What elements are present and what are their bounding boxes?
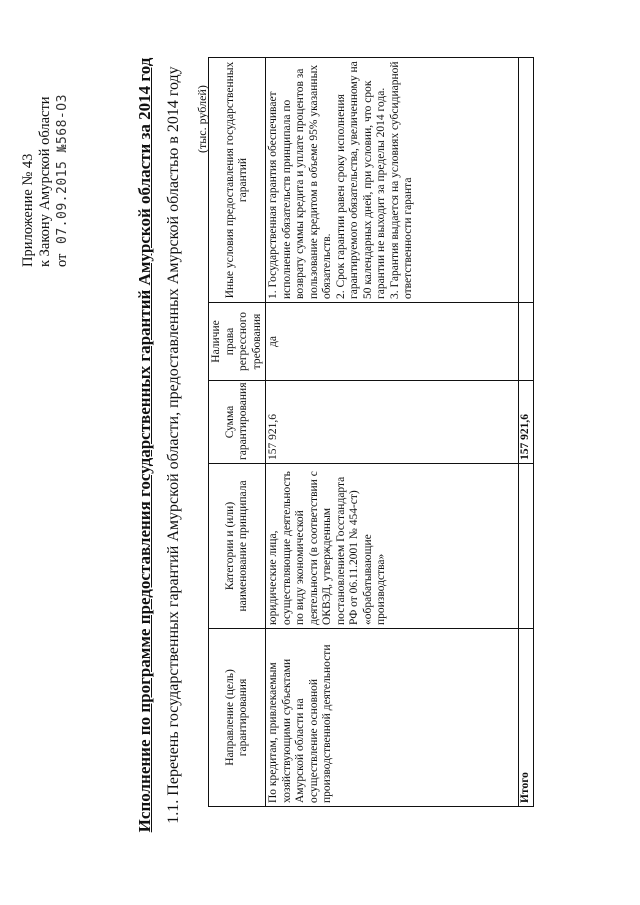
unit-label: (тыс. рублей) bbox=[195, 85, 209, 153]
appendix-law-reference: к Закону Амурской области bbox=[37, 96, 53, 267]
cell-conditions: 1. Государственная гарантия обеспечивает исполнение обязательств принципала по возврату суммы кредита и уплате процентов за пользование кредитом в объеме 95% указанных обязательств. 2. Срок гарантии равен сроку исполнения гарантируемого обязательства, увеличенному на 50 календарных дней, при условии, что срок гарантии не выходит за пределы 2014 года. 3. Гарантия выдается на условиях субсидиарной ответственности гаранта bbox=[266, 58, 519, 303]
total-empty-principal bbox=[519, 464, 534, 629]
cell-direction: По кредитам, привлекаемым хозяйствующими субъектами Амурской области на осуществление основной производственной деятельности bbox=[266, 629, 519, 807]
total-label: Итого bbox=[519, 629, 534, 807]
guarantees-table bbox=[208, 57, 534, 807]
header-principal: Категории и (или) наименование принципала bbox=[209, 464, 266, 629]
total-amount: 157 921,6 bbox=[519, 381, 534, 464]
cell-amount: 157 921,6 bbox=[266, 381, 519, 464]
table-row bbox=[266, 58, 519, 807]
total-empty-regress bbox=[519, 303, 534, 381]
appendix-number: Приложение № 43 bbox=[20, 153, 36, 267]
table-total-row bbox=[519, 58, 534, 807]
appendix-date-line bbox=[54, 94, 71, 267]
appendix-header bbox=[20, 94, 71, 267]
header-conditions: Иные условия предоставления государственных гарантий bbox=[209, 58, 266, 303]
cell-regress: да bbox=[266, 303, 519, 381]
handwritten-date-number: 07.09.2015 №568-ОЗ bbox=[55, 94, 70, 244]
header-regress: Наличие права регрессного требования bbox=[209, 303, 266, 381]
cell-principal: юридические лица, осуществляющие деятельность по виду экономической деятельности (в соответствии с ОКВЭД, утвержденным постановлением Госстандарта РФ от 06.11.2001 № 454-ст) «обрабатывающие производства» bbox=[266, 464, 519, 629]
document-title: Исполнение по программе предоставления государственных гарантий Амурской области за 2014 год bbox=[135, 57, 154, 833]
header-amount: Сумма гарантирования bbox=[209, 381, 266, 464]
total-empty-conditions bbox=[519, 58, 534, 303]
appendix-date-prefix: от bbox=[54, 253, 70, 267]
header-direction: Направление (цель) гарантирования bbox=[209, 629, 266, 807]
section-subtitle: 1.1. Перечень государственных гарантий Амурской области, предоставленных Амурской областью в 2014 году bbox=[165, 66, 182, 824]
table-header-row bbox=[209, 58, 266, 807]
